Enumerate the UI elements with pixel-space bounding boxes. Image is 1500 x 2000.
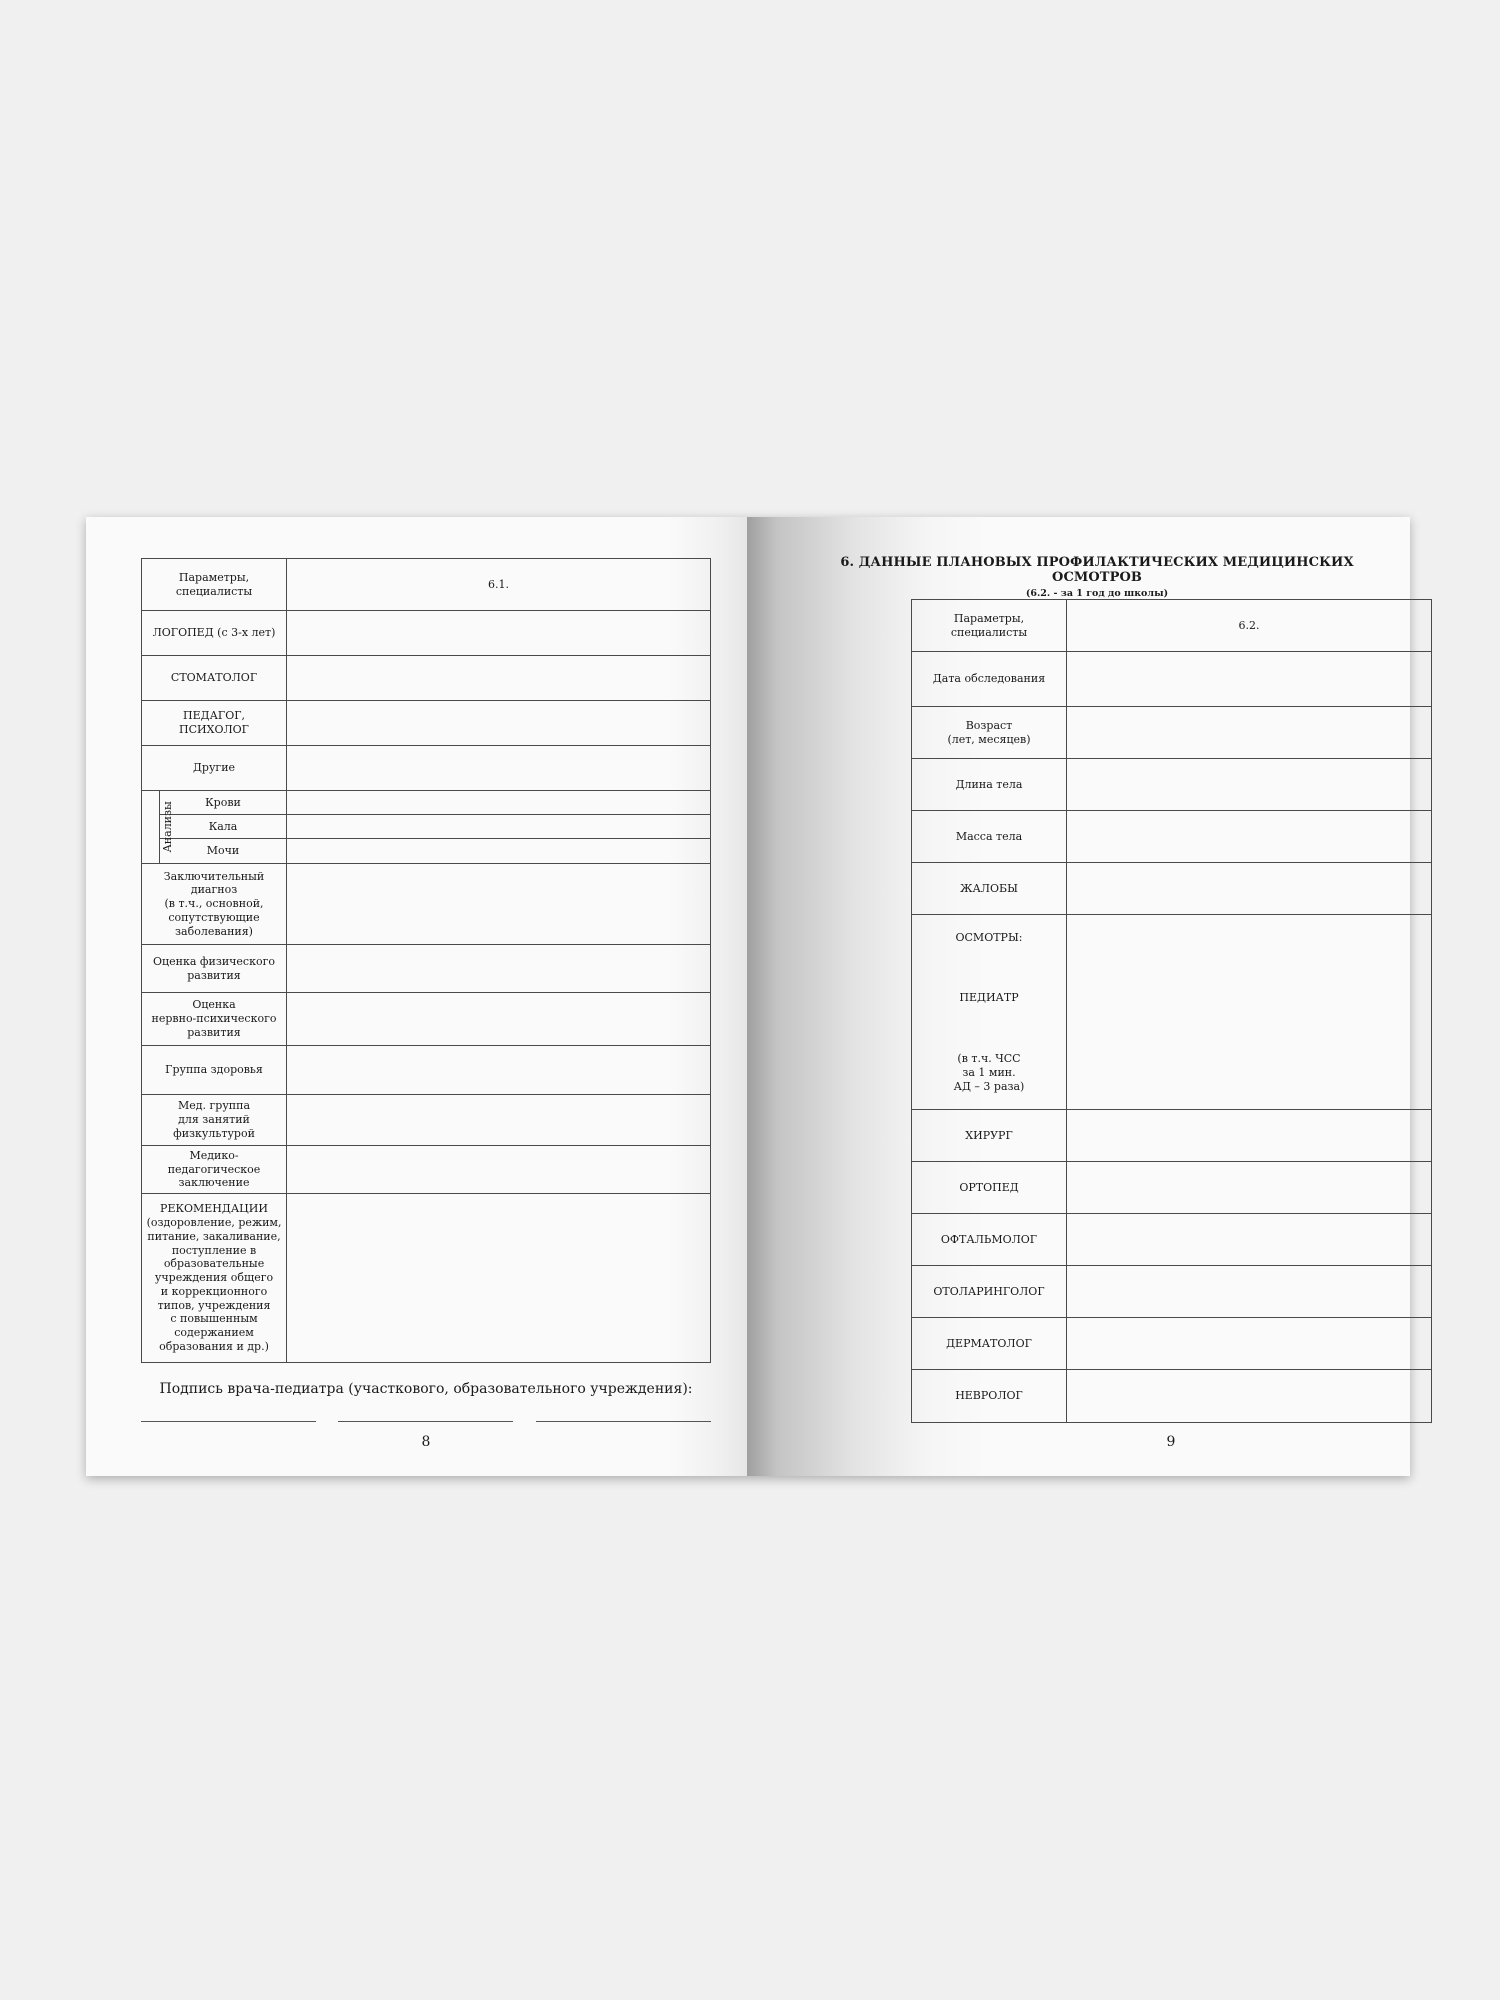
- row-label: ЖАЛОБЫ: [912, 863, 1067, 915]
- right-page: [747, 517, 1410, 1476]
- analyses-group-label: Анализы: [160, 801, 174, 853]
- left-form-table: [141, 558, 711, 1363]
- right-form-table: [911, 599, 1432, 1423]
- page-number-left: 8: [421, 1434, 431, 1450]
- row-label: Оценка физического развития: [142, 945, 287, 993]
- table-row: [912, 759, 1432, 811]
- row-label: ДЕРМАТОЛОГ: [912, 1318, 1067, 1370]
- row-entry-field[interactable]: [287, 611, 711, 656]
- row-label: ОРТОПЕД: [912, 1162, 1067, 1214]
- row-entry-field[interactable]: [287, 864, 711, 945]
- header-label: Параметры, специалисты: [142, 559, 287, 611]
- page-number-right: 9: [1166, 1434, 1176, 1450]
- row-entry-field[interactable]: [1067, 863, 1432, 915]
- osmotry-entry-field[interactable]: [1067, 915, 1432, 1110]
- row-entry-field[interactable]: [287, 746, 711, 791]
- row-label: Масса тела: [912, 811, 1067, 863]
- row-entry-field[interactable]: [287, 945, 711, 993]
- analysis-row: [142, 815, 711, 839]
- row-label: ОТОЛАРИНГОЛОГ: [912, 1266, 1067, 1318]
- row-label: РЕКОМЕНДАЦИИ (оздоровление, режим, питание, закаливание, поступление в образовательные учреждения общего и коррекционного типов, учреждения с повышенным содержанием образования и др.): [142, 1194, 287, 1363]
- table-row: [912, 1318, 1432, 1370]
- osmotry-label-cell: [912, 915, 1067, 1110]
- table-header-row: [912, 600, 1432, 652]
- table-row: [912, 1266, 1432, 1318]
- signature-line-2[interactable]: [338, 1421, 513, 1422]
- table-row: [912, 652, 1432, 707]
- analysis-entry-field[interactable]: [287, 815, 711, 839]
- table-row: [912, 1370, 1432, 1423]
- header-column-label: 6.2.: [1067, 600, 1432, 652]
- row-label: Другие: [142, 746, 287, 791]
- table-row: [912, 811, 1432, 863]
- table-row: [912, 707, 1432, 759]
- table-row: [142, 611, 711, 656]
- row-entry-field[interactable]: [1067, 759, 1432, 811]
- row-entry-field[interactable]: [287, 1046, 711, 1095]
- row-label: НЕВРОЛОГ: [912, 1370, 1067, 1423]
- table-row: [142, 1095, 711, 1146]
- row-entry-field[interactable]: [287, 701, 711, 746]
- section-heading: [807, 555, 1387, 599]
- row-entry-field[interactable]: [1067, 1318, 1432, 1370]
- osmotry-specialist: ПЕДИАТР: [959, 991, 1019, 1005]
- row-label: Медико-педагогическое заключение: [142, 1146, 287, 1194]
- analysis-row: [142, 791, 711, 815]
- analysis-label: Кала: [160, 815, 287, 839]
- row-entry-field[interactable]: [287, 1146, 711, 1194]
- row-entry-field[interactable]: [1067, 1370, 1432, 1423]
- row-entry-field[interactable]: [1067, 1162, 1432, 1214]
- row-label: Длина тела: [912, 759, 1067, 811]
- section-subtitle: (6.2. - за 1 год до школы): [1025, 588, 1169, 599]
- table-row: [142, 1194, 711, 1363]
- analysis-entry-field[interactable]: [287, 791, 711, 815]
- analysis-label: Крови: [160, 791, 287, 815]
- row-entry-field[interactable]: [287, 993, 711, 1046]
- row-entry-field[interactable]: [287, 1194, 711, 1363]
- row-label: Заключительный диагноз (в т.ч., основной, сопутствующие заболевания): [142, 864, 287, 945]
- header-label: Параметры, специалисты: [912, 600, 1067, 652]
- row-entry-field[interactable]: [1067, 811, 1432, 863]
- row-entry-field[interactable]: [1067, 1110, 1432, 1162]
- open-booklet: [86, 517, 1410, 1476]
- left-page: [86, 517, 747, 1476]
- row-entry-field[interactable]: [1067, 652, 1432, 707]
- signature-line-3[interactable]: [536, 1421, 711, 1422]
- table-row: [142, 656, 711, 701]
- analysis-entry-field[interactable]: [287, 839, 711, 864]
- row-entry-field[interactable]: [287, 1095, 711, 1146]
- table-row: [142, 945, 711, 993]
- row-label: Возраст (лет, месяцев): [912, 707, 1067, 759]
- row-entry-field[interactable]: [1067, 707, 1432, 759]
- table-row: [142, 864, 711, 945]
- section-title: 6. ДАННЫЕ ПЛАНОВЫХ ПРОФИЛАКТИЧЕСКИХ МЕДИЦИНСКИХ ОСМОТРОВ: [840, 555, 1354, 585]
- analyses-group-cell: [142, 791, 174, 864]
- row-label: ХИРУРГ: [912, 1110, 1067, 1162]
- row-label: Оценка нервно-психического развития: [142, 993, 287, 1046]
- row-label: Дата обследования: [912, 652, 1067, 707]
- table-row: [912, 1162, 1432, 1214]
- row-label: Мед. группа для занятий физкультурой: [142, 1095, 287, 1146]
- row-label: СТОМАТОЛОГ: [142, 656, 287, 701]
- row-label: ПЕДАГОГ, ПСИХОЛОГ: [142, 701, 287, 746]
- osmotry-label-group: [912, 917, 1066, 1108]
- table-row: [142, 1146, 711, 1194]
- header-column-label: 6.1.: [287, 559, 711, 611]
- signature-caption: Подпись врача-педиатра (участкового, образовательного учреждения):: [159, 1381, 693, 1397]
- row-label: ЛОГОПЕД (с 3-х лет): [142, 611, 287, 656]
- row-entry-field[interactable]: [287, 656, 711, 701]
- row-entry-field[interactable]: [1067, 1266, 1432, 1318]
- table-header-row: [142, 559, 711, 611]
- table-row: [912, 1214, 1432, 1266]
- table-row: [912, 863, 1432, 915]
- osmotry-title: ОСМОТРЫ:: [955, 930, 1023, 944]
- row-label: Группа здоровья: [142, 1046, 287, 1095]
- osmotry-note: (в т.ч. ЧСС за 1 мин. АД – 3 раза): [953, 1052, 1025, 1093]
- osmotry-row: [912, 915, 1432, 1110]
- table-row: [912, 1110, 1432, 1162]
- table-row: [142, 746, 711, 791]
- table-row: [142, 993, 711, 1046]
- signature-line-1[interactable]: [141, 1421, 316, 1422]
- table-row: [142, 701, 711, 746]
- analysis-row: [142, 839, 711, 864]
- table-row: [142, 1046, 711, 1095]
- row-entry-field[interactable]: [1067, 1214, 1432, 1266]
- analysis-label: Мочи: [160, 839, 287, 864]
- row-label: ОФТАЛЬМОЛОГ: [912, 1214, 1067, 1266]
